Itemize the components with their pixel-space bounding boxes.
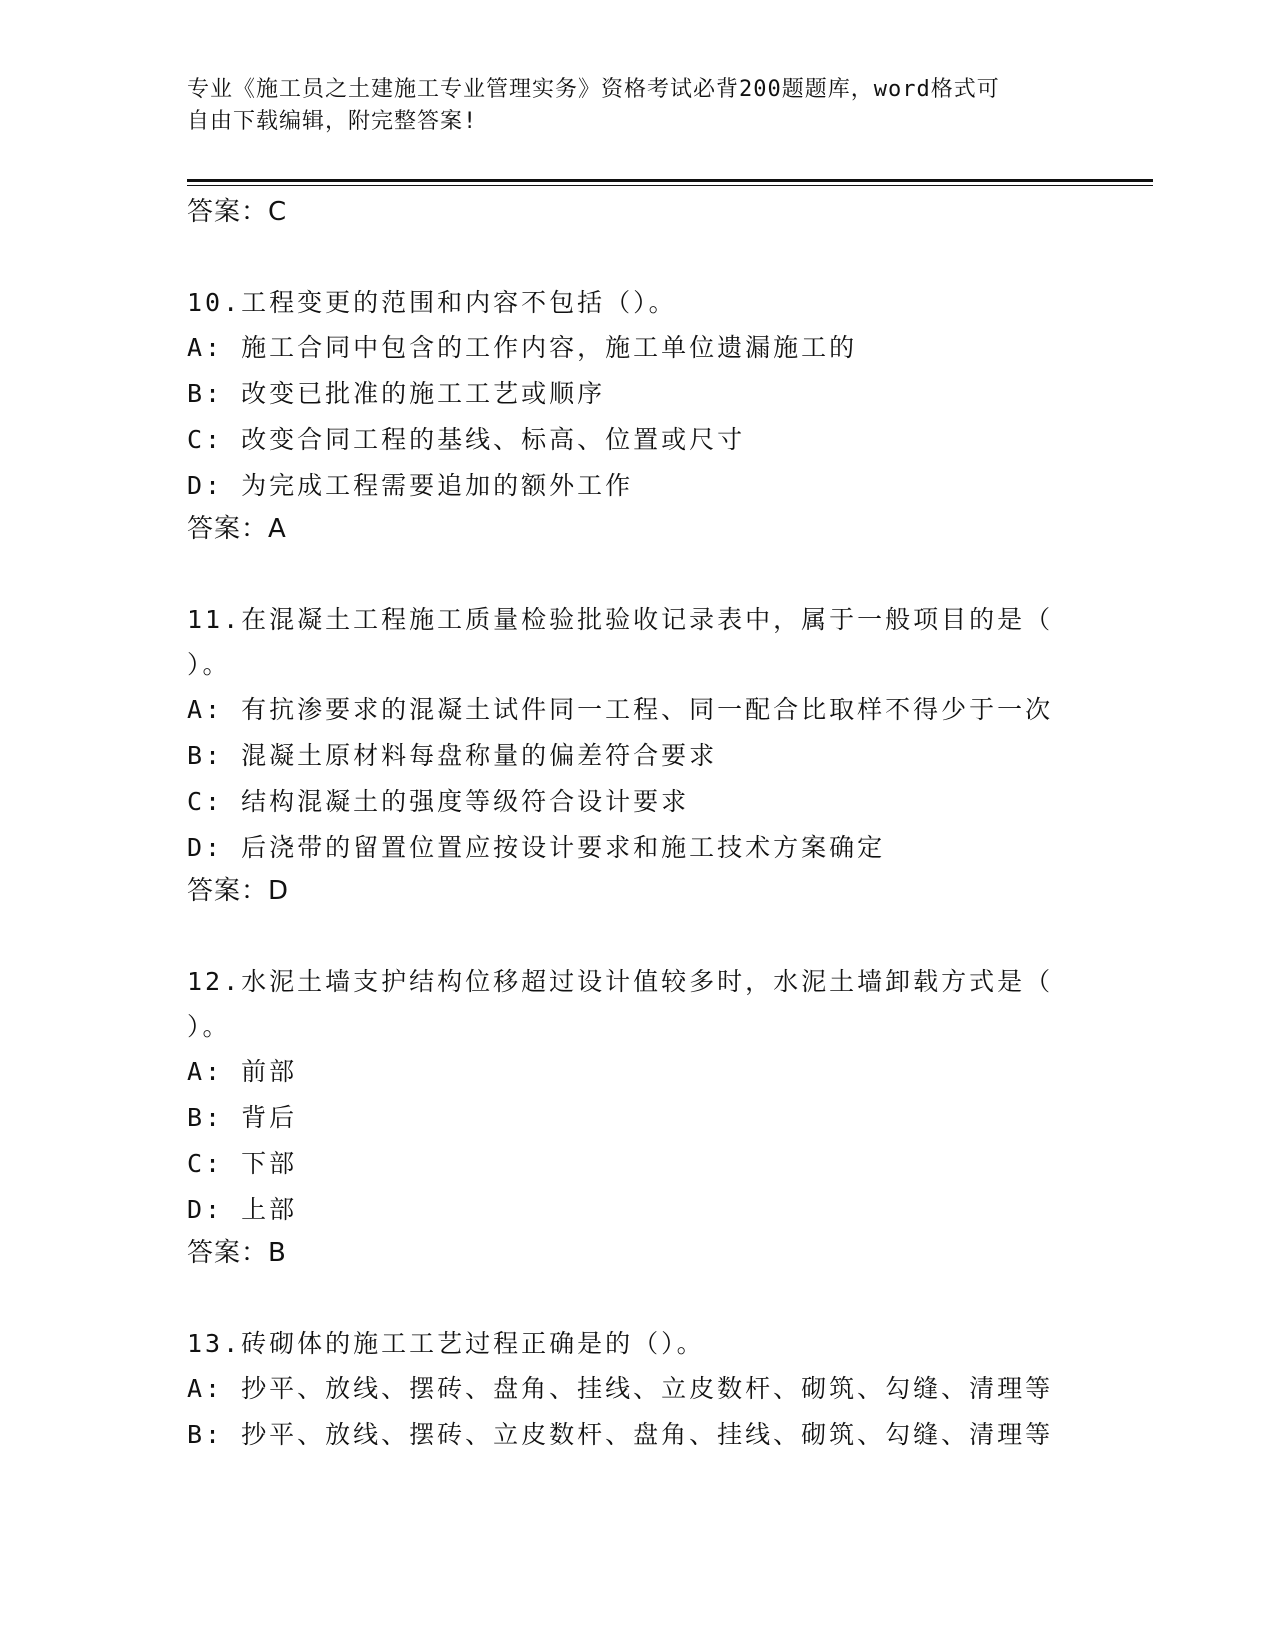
document-body xyxy=(187,192,1087,1458)
question-13 xyxy=(187,1321,1087,1458)
option-b: B: 背后 xyxy=(187,1103,298,1132)
answer: 答案：A xyxy=(187,514,287,544)
option-a: A: 有抗渗要求的混凝土试件同一工程、同一配合比取样不得少于一次 xyxy=(187,695,1054,724)
question-10 xyxy=(187,280,1087,549)
option-c: C: 下部 xyxy=(187,1149,298,1178)
question-stem: 13.砖砌体的施工工艺过程正确是的（）。 xyxy=(187,1329,705,1358)
spacer xyxy=(187,911,1087,959)
spacer xyxy=(187,232,1087,280)
option-a: A: 施工合同中包含的工作内容，施工单位遗漏施工的 xyxy=(187,333,858,362)
question-stem-continued: ）。 xyxy=(187,1012,231,1041)
option-c: C: 结构混凝土的强度等级符合设计要求 xyxy=(187,787,690,816)
header-divider-thin xyxy=(187,185,1153,186)
option-c: C: 改变合同工程的基线、标高、位置或尺寸 xyxy=(187,425,746,454)
header-line-1: 专业《施工员之土建施工专业管理实务》资格考试必背200题题库，word格式可 xyxy=(187,77,1000,102)
option-d: D: 后浇带的留置位置应按设计要求和施工技术方案确定 xyxy=(187,833,886,862)
option-b: B: 混凝土原材料每盘称量的偏差符合要求 xyxy=(187,741,718,770)
option-b: B: 改变已批准的施工工艺或顺序 xyxy=(187,379,606,408)
spacer xyxy=(187,1273,1087,1321)
question-stem: 12.水泥土墙支护结构位移超过设计值较多时，水泥土墙卸载方式是（ xyxy=(187,967,1054,996)
spacer xyxy=(187,549,1087,597)
option-d: D: 上部 xyxy=(187,1195,298,1224)
question-stem: 11.在混凝土工程施工质量检验批验收记录表中，属于一般项目的是（ xyxy=(187,605,1054,634)
header-line-2: 自由下载编辑，附完整答案! xyxy=(187,109,478,134)
option-d: D: 为完成工程需要追加的额外工作 xyxy=(187,471,634,500)
answer: 答案：D xyxy=(187,876,290,906)
previous-answer: 答案：C xyxy=(187,197,288,227)
answer: 答案：B xyxy=(187,1238,287,1268)
question-stem-continued: ）。 xyxy=(187,650,231,679)
option-a: A: 抄平、放线、摆砖、盘角、挂线、立皮数杆、砌筑、勾缝、清理等 xyxy=(187,1374,1054,1403)
document-header xyxy=(187,74,1067,138)
option-a: A: 前部 xyxy=(187,1057,298,1086)
question-stem: 10.工程变更的范围和内容不包括（）。 xyxy=(187,288,677,317)
option-b: B: 抄平、放线、摆砖、立皮数杆、盘角、挂线、砌筑、勾缝、清理等 xyxy=(187,1420,1054,1449)
header-divider-thick xyxy=(187,179,1153,182)
question-12 xyxy=(187,959,1087,1273)
question-11 xyxy=(187,597,1087,911)
